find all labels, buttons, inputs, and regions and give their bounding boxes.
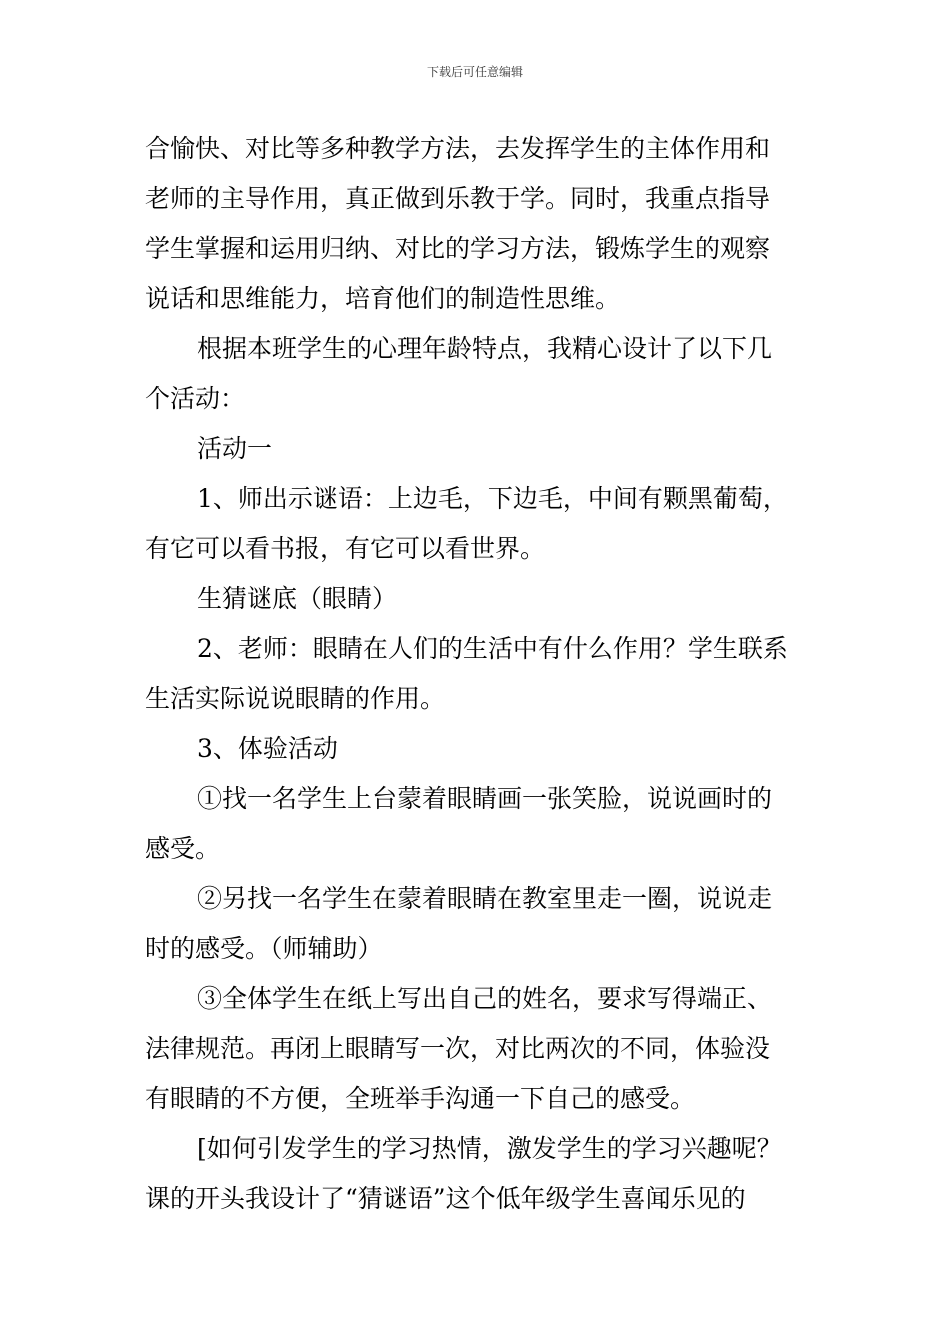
text-line: ③全体学生在纸上写出自己的姓名，要求写得端正、	[197, 984, 773, 1013]
text-line: 时的感受。（师辅助）	[145, 934, 383, 963]
text-line: 3、体验活动	[197, 734, 338, 763]
text-line: 1、师出示谜语：上边毛，下边毛，中间有颗黑葡萄，	[197, 484, 788, 513]
text-line: 课的开头我设计了“猜谜语”这个低年级学生喜闻乐见的	[145, 1184, 746, 1213]
text-line: 说话和思维能力，培育他们的制造性思维。	[145, 284, 621, 313]
text-line: 根据本班学生的心理年龄特点，我精心设计了以下几	[197, 334, 773, 363]
text-line: 个活动：	[145, 384, 246, 413]
text-line: 有眼睛的不方便，全班举手沟通一下自己的感受。	[145, 1084, 696, 1113]
text-line: 法律规范。再闭上眼睛写一次，对比两次的不同，体验没	[145, 1034, 771, 1063]
document-body	[145, 124, 810, 1224]
text-line: 2、老师：眼睛在人们的生活中有什么作用？学生联系	[197, 634, 788, 663]
text-line: 学生掌握和运用归纳、对比的学习方法，锻炼学生的观察	[145, 234, 771, 263]
page-header: 下载后可任意编辑	[426, 65, 523, 79]
text-line: [如何引发学生的学习热情，激发学生的学习兴趣呢？	[197, 1134, 782, 1163]
text-line: 老师的主导作用，真正做到乐教于学。同时，我重点指导	[145, 184, 771, 213]
text-line: 有它可以看书报，有它可以看世界。	[145, 534, 546, 563]
text-line: 生活实际说说眼睛的作用。	[145, 684, 446, 713]
text-line: ②另找一名学生在蒙着眼睛在教室里走一圈，说说走	[197, 884, 773, 913]
text-line: 生猜谜底（眼睛）	[197, 584, 398, 613]
text-line: 活动一	[197, 434, 273, 463]
text-line: 感受。	[145, 834, 221, 863]
text-line: ①找一名学生上台蒙着眼睛画一张笑脸，说说画时的	[197, 784, 773, 813]
text-line: 合愉快、对比等多种教学方法，去发挥学生的主体作用和	[145, 134, 771, 163]
